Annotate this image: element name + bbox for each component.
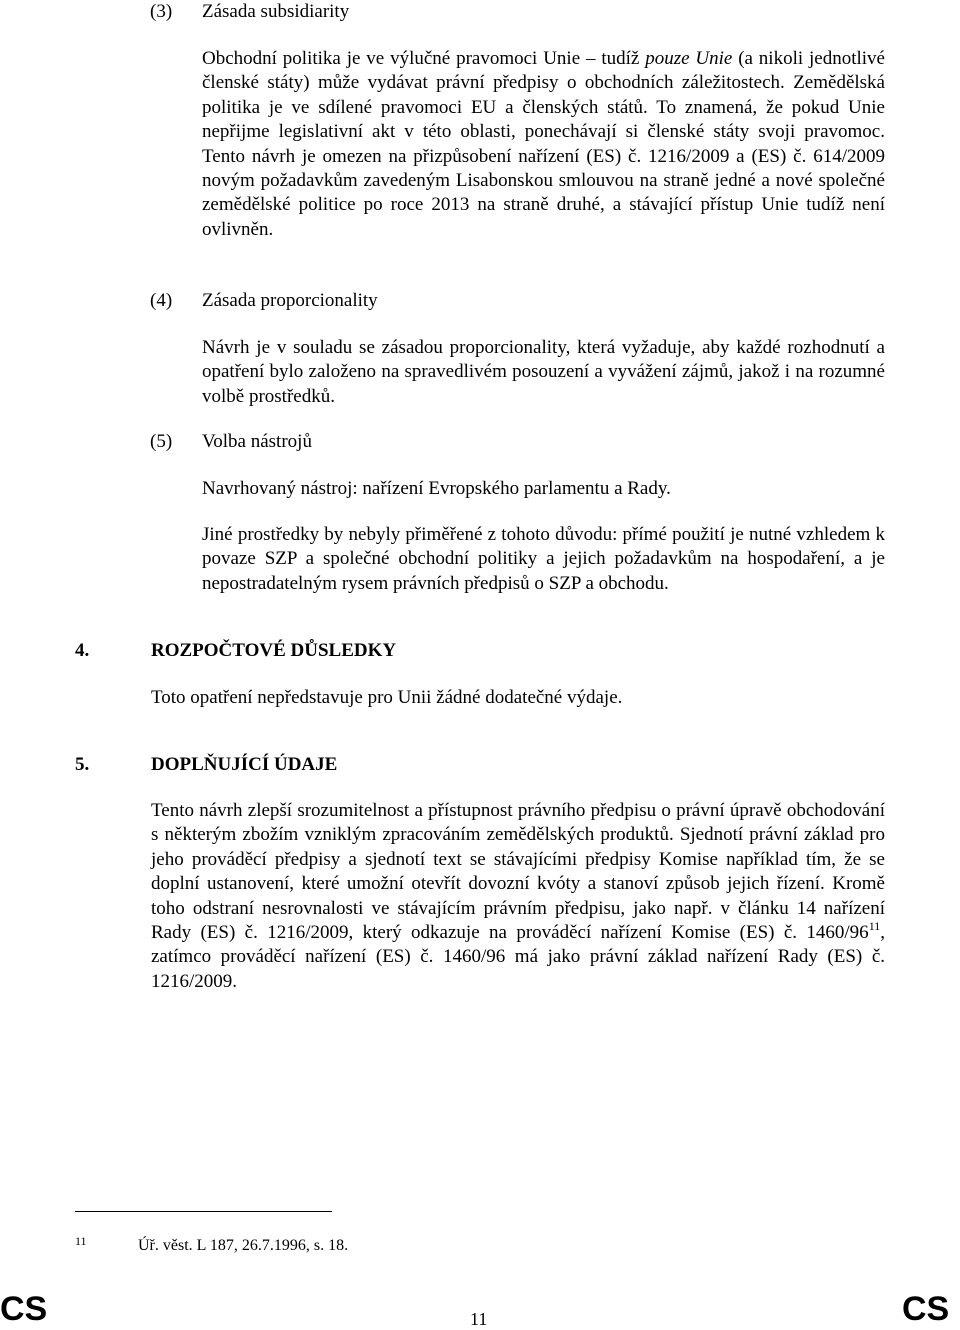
chapter-number: 5. bbox=[75, 754, 90, 775]
section-number: (5) bbox=[150, 431, 173, 452]
page-number: 11 bbox=[470, 1309, 488, 1329]
paragraph-emphasis: pouze Unie bbox=[645, 48, 733, 69]
section-number: (3) bbox=[150, 1, 173, 22]
paragraph-text: , zatímco prováděcí nařízení (ES) č. 1460/96 má jako právní základ nařízení Rady (ES) č. 1216/2009. bbox=[151, 922, 885, 992]
paragraph-budget: Toto opatření nepředstavuje pro Unii žádné dodatečné výdaje. bbox=[151, 687, 623, 708]
footer-language-right: CS bbox=[902, 1290, 950, 1328]
footer-language-left: CS bbox=[0, 1290, 48, 1328]
section-number: (4) bbox=[150, 290, 173, 311]
paragraph-other-means: Jiné prostředky by nebyly přiměřené z tohoto důvodu: přímé použití je nutné vzhledem k povaze SZP a společné obchodní politiky a jejich požadavkům na hospodaření, a je nepostradatelným rysem právních předpisů o SZP a obchodu. bbox=[202, 524, 885, 594]
paragraph-text: Tento návrh zlepší srozumitelnost a přístupnost právního předpisu o právní úpravě obchodování s některým zbožím vzniklým zpracováním zemědělských produktů. Sjednotí právní základ pro jeho prováděcí předpisy a sjednotí text se stávajícími předpisy Komise například tím, že se doplní ustanovení, které umožní otevřít dovozní kvóty a stanoví způsob jejich řízení. Kromě toho odstraní nesrovnalosti ve stávajícím právním předpisu, jako např. v článku 14 nařízení Rady (ES) č. 1216/2009, který odkazuje na prováděcí nařízení Komise (ES) č. 1460/96 bbox=[151, 800, 885, 944]
footnote-text: Úř. věst. L 187, 26.7.1996, s. 18. bbox=[138, 1237, 349, 1254]
paragraph-instrument: Navrhovaný nástroj: nařízení Evropského parlamentu a Rady. bbox=[202, 478, 671, 499]
paragraph-text: Obchodní politika je ve výlučné pravomoci Unie – tudíž bbox=[202, 48, 646, 69]
footnote-separator bbox=[75, 1211, 332, 1212]
footnote-number: 11 bbox=[75, 1234, 87, 1248]
paragraph-proportionality: Návrh je v souladu se zásadou proporcionality, která vyžaduje, aby každé rozhodnutí a opatření bylo založeno na spravedlivém posouzení a vyvážení zájmů, jakož i na rozumné volbě prostředků. bbox=[202, 337, 885, 407]
section-title: Volba nástrojů bbox=[202, 431, 312, 452]
footnote-reference[interactable]: 11 bbox=[868, 919, 881, 934]
chapter-title: DOPLŇUJÍCÍ ÚDAJE bbox=[151, 754, 338, 775]
section-title: Zásada proporcionality bbox=[202, 290, 378, 311]
paragraph-text: (a nikoli jednotlivé členské státy) může vydávat právní předpisy o obchodních záležitostech. Zemědělská politika je ve sdílené pravomoci EU a členských států. To znamená, že pokud Unie nepřijme legislativní akt v této oblasti, ponechávají si členské státy svoji pravomoc. Tento návrh je omezen na přizpůsobení nařízení (ES) č. 1216/2009 a (ES) č. 614/2009 novým požadavkům zavedeným Lisabonskou smlouvou na straně jedné a nové společné zemědělské politice po roce 2013 na straně druhé, a stávající přístup Unie tudíž není ovlivněn. bbox=[202, 48, 885, 240]
chapter-title: ROZPOČTOVÉ DŮSLEDKY bbox=[151, 640, 397, 661]
chapter-number: 4. bbox=[75, 640, 90, 661]
paragraph-subsidiarity bbox=[202, 47, 885, 242]
section-title: Zásada subsidiarity bbox=[202, 1, 350, 22]
paragraph-additional bbox=[151, 799, 885, 994]
